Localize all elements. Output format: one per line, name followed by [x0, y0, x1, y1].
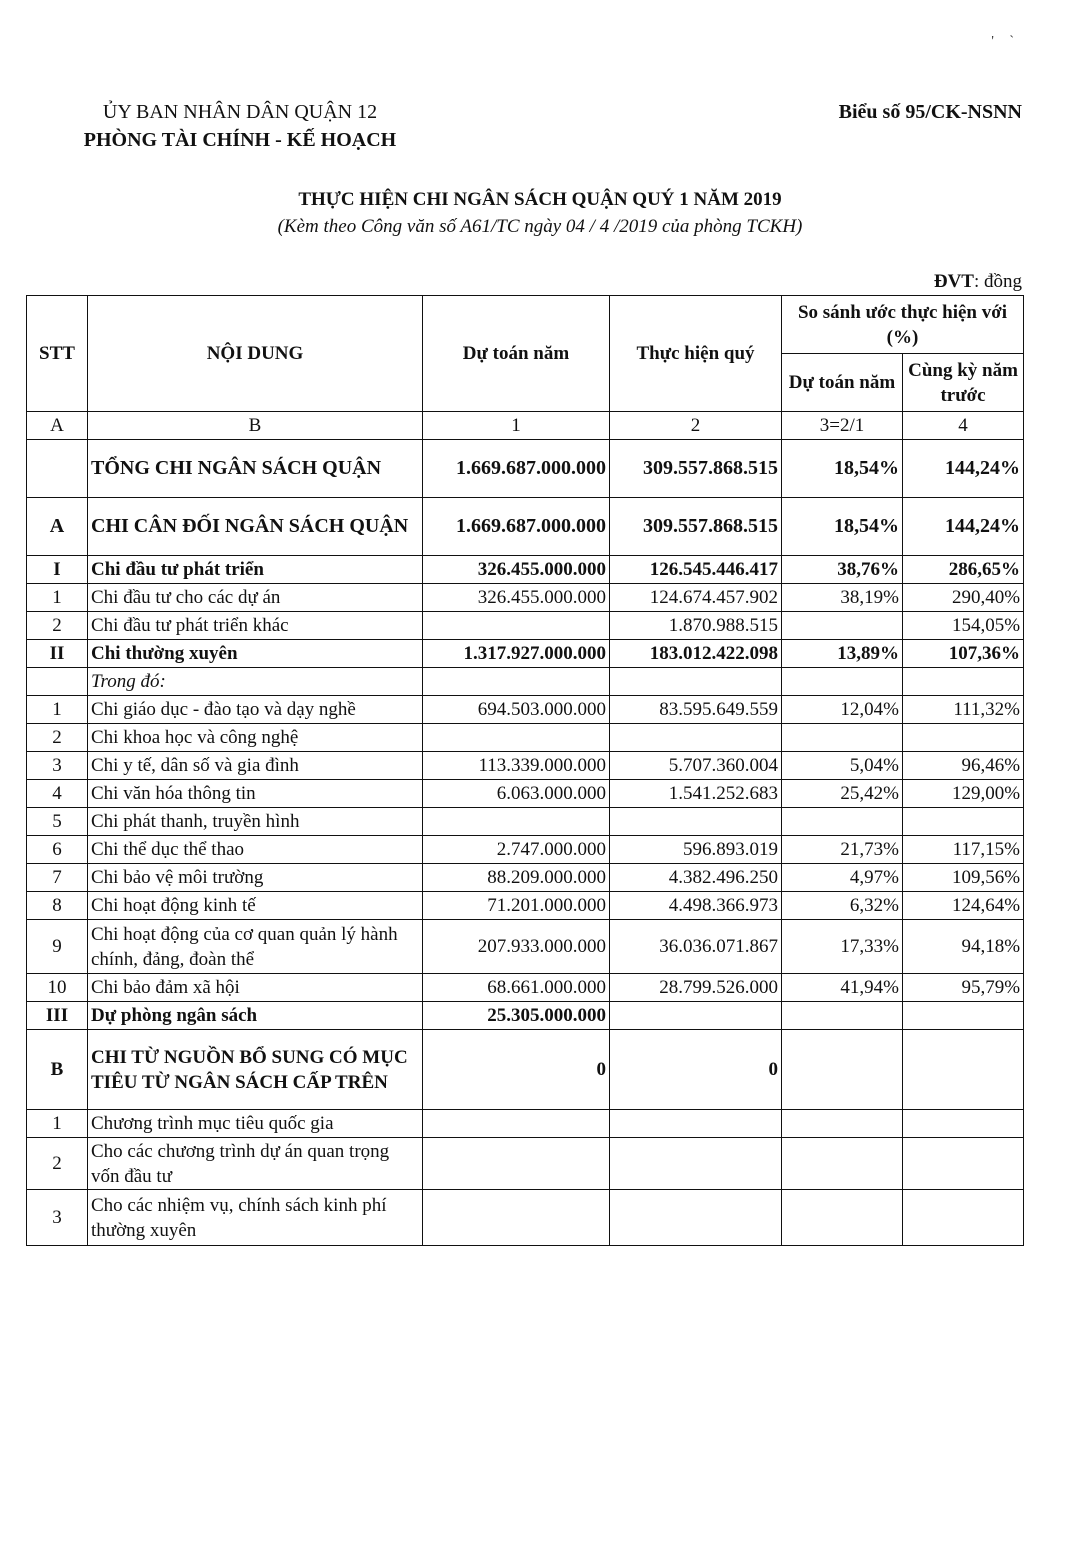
row-actual	[610, 1190, 782, 1246]
row-stt: I	[27, 556, 88, 584]
row-pct-prev: 144,24%	[903, 498, 1024, 556]
row-actual: 4.498.366.973	[610, 892, 782, 920]
row-stt: A	[27, 498, 88, 556]
row-pct-prev: 95,79%	[903, 974, 1024, 1002]
row-actual	[610, 1002, 782, 1030]
row-actual: 36.036.071.867	[610, 920, 782, 974]
row-stt: 1	[27, 696, 88, 724]
row-stt: 8	[27, 892, 88, 920]
row-content: Cho các chương trình dự án quan trọng vốn đầu tư	[88, 1138, 423, 1190]
row-actual: 4.382.496.250	[610, 864, 782, 892]
row-stt: 6	[27, 836, 88, 864]
title-block	[0, 186, 1080, 240]
table-row	[27, 836, 1024, 864]
row-pct-estimate: 5,04%	[782, 752, 903, 780]
row-pct-prev: 290,40%	[903, 584, 1024, 612]
row-pct-prev	[903, 1002, 1024, 1030]
row-pct-estimate	[782, 1030, 903, 1110]
row-pct-prev: 96,46%	[903, 752, 1024, 780]
table-row	[27, 808, 1024, 836]
code-cell: 3=2/1	[782, 412, 903, 440]
row-pct-estimate	[782, 724, 903, 752]
table-row	[27, 780, 1024, 808]
row-actual	[610, 1110, 782, 1138]
row-stt: 2	[27, 612, 88, 640]
row-pct-estimate: 41,94%	[782, 974, 903, 1002]
row-pct-prev	[903, 808, 1024, 836]
row-estimate: 88.209.000.000	[423, 864, 610, 892]
row-pct-estimate: 4,97%	[782, 864, 903, 892]
row-estimate: 71.201.000.000	[423, 892, 610, 920]
row-estimate	[423, 668, 610, 696]
col-estimate: Dự toán năm	[423, 296, 610, 412]
row-estimate: 207.933.000.000	[423, 920, 610, 974]
col-actual: Thực hiện quý	[610, 296, 782, 412]
table-row	[27, 498, 1024, 556]
row-stt: 7	[27, 864, 88, 892]
row-estimate: 326.455.000.000	[423, 584, 610, 612]
row-estimate: 113.339.000.000	[423, 752, 610, 780]
row-actual: 5.707.360.004	[610, 752, 782, 780]
row-estimate	[423, 1190, 610, 1246]
header-row	[27, 296, 1024, 354]
row-pct-prev	[903, 1190, 1024, 1246]
col-compare-prev: Cùng kỳ năm trước	[903, 354, 1024, 412]
col-stt: STT	[27, 296, 88, 412]
row-pct-estimate	[782, 1190, 903, 1246]
code-cell: 1	[423, 412, 610, 440]
row-pct-estimate	[782, 1110, 903, 1138]
row-actual	[610, 668, 782, 696]
row-stt	[27, 668, 88, 696]
row-content: Chi phát thanh, truyền hình	[88, 808, 423, 836]
row-pct-estimate: 38,19%	[782, 584, 903, 612]
row-pct-estimate: 12,04%	[782, 696, 903, 724]
table-row	[27, 1030, 1024, 1110]
row-estimate: 68.661.000.000	[423, 974, 610, 1002]
row-pct-prev: 144,24%	[903, 440, 1024, 498]
row-pct-prev	[903, 1030, 1024, 1110]
row-actual: 0	[610, 1030, 782, 1110]
row-content: Chi văn hóa thông tin	[88, 780, 423, 808]
code-cell: 2	[610, 412, 782, 440]
row-pct-estimate: 18,54%	[782, 440, 903, 498]
row-pct-estimate	[782, 1002, 903, 1030]
row-content: Trong đó:	[88, 668, 423, 696]
row-estimate: 694.503.000.000	[423, 696, 610, 724]
table-row	[27, 724, 1024, 752]
form-number: Biểu số 95/CK-NSNN	[838, 101, 1022, 123]
unit-label: ĐVT	[933, 271, 974, 292]
row-content: Chi bảo vệ môi trường	[88, 864, 423, 892]
agency-name: ỦY BAN NHÂN DÂN QUẬN 12	[102, 101, 378, 123]
document-subtitle: (Kèm theo Công văn số A61/TC ngày 04 / 4 /2019 của phòng TCKH)	[277, 216, 803, 237]
row-content: Chi y tế, dân số và gia đình	[88, 752, 423, 780]
row-content: Chương trình mục tiêu quốc gia	[88, 1110, 423, 1138]
table-row	[27, 612, 1024, 640]
row-stt: III	[27, 1002, 88, 1030]
row-pct-estimate	[782, 612, 903, 640]
row-stt: 9	[27, 920, 88, 974]
row-estimate	[423, 808, 610, 836]
row-actual	[610, 1138, 782, 1190]
row-estimate: 326.455.000.000	[423, 556, 610, 584]
row-content: Chi thể dục thể thao	[88, 836, 423, 864]
code-cell: A	[27, 412, 88, 440]
table-row	[27, 696, 1024, 724]
row-pct-estimate	[782, 1138, 903, 1190]
row-content: Chi giáo dục - đào tạo và dạy nghề	[88, 696, 423, 724]
row-stt: 2	[27, 724, 88, 752]
scan-specks: ' ˋ	[991, 34, 1020, 49]
row-estimate	[423, 612, 610, 640]
row-content: Chi khoa học và công nghệ	[88, 724, 423, 752]
row-content: Chi hoạt động của cơ quan quản lý hành chính, đảng, đoàn thể	[88, 920, 423, 974]
row-content: Chi đầu tư cho các dự án	[88, 584, 423, 612]
row-pct-estimate: 25,42%	[782, 780, 903, 808]
row-pct-estimate: 6,32%	[782, 892, 903, 920]
table-row	[27, 640, 1024, 668]
budget-table	[26, 295, 1024, 1246]
row-estimate: 1.317.927.000.000	[423, 640, 610, 668]
row-actual: 309.557.868.515	[610, 498, 782, 556]
row-pct-estimate	[782, 808, 903, 836]
row-estimate: 25.305.000.000	[423, 1002, 610, 1030]
row-content: Chi thường xuyên	[88, 640, 423, 668]
row-actual	[610, 808, 782, 836]
row-pct-prev	[903, 1110, 1024, 1138]
row-pct-prev: 111,32%	[903, 696, 1024, 724]
row-estimate	[423, 1110, 610, 1138]
row-actual: 596.893.019	[610, 836, 782, 864]
row-actual: 124.674.457.902	[610, 584, 782, 612]
row-stt: 1	[27, 584, 88, 612]
row-estimate: 6.063.000.000	[423, 780, 610, 808]
row-pct-prev	[903, 724, 1024, 752]
row-stt: 3	[27, 752, 88, 780]
row-stt: 10	[27, 974, 88, 1002]
row-pct-prev: 94,18%	[903, 920, 1024, 974]
table-body	[27, 440, 1024, 1246]
row-estimate: 1.669.687.000.000	[423, 440, 610, 498]
row-pct-estimate: 38,76%	[782, 556, 903, 584]
col-compare-estimate: Dự toán năm	[782, 354, 903, 412]
row-stt: 1	[27, 1110, 88, 1138]
code-row	[27, 412, 1024, 440]
row-estimate: 2.747.000.000	[423, 836, 610, 864]
row-pct-estimate: 18,54%	[782, 498, 903, 556]
row-stt: B	[27, 1030, 88, 1110]
row-pct-estimate: 13,89%	[782, 640, 903, 668]
code-cell: B	[88, 412, 423, 440]
row-content: Dự phòng ngân sách	[88, 1002, 423, 1030]
table-row	[27, 440, 1024, 498]
table-row	[27, 974, 1024, 1002]
table-row	[27, 1110, 1024, 1138]
row-pct-prev	[903, 668, 1024, 696]
row-stt: 4	[27, 780, 88, 808]
row-pct-prev: 107,36%	[903, 640, 1024, 668]
issuer-header	[40, 98, 440, 154]
row-content: Chi bảo đảm xã hội	[88, 974, 423, 1002]
row-pct-prev	[903, 1138, 1024, 1190]
row-content: CHI TỪ NGUỒN BỔ SUNG CÓ MỤC TIÊU TỪ NGÂN SÁCH CẤP TRÊN	[88, 1030, 423, 1110]
row-content: Chi đầu tư phát triển khác	[88, 612, 423, 640]
row-actual: 1.870.988.515	[610, 612, 782, 640]
row-content: Chi đầu tư phát triển	[88, 556, 423, 584]
row-actual: 309.557.868.515	[610, 440, 782, 498]
row-estimate	[423, 724, 610, 752]
row-pct-estimate: 17,33%	[782, 920, 903, 974]
row-pct-prev: 154,05%	[903, 612, 1024, 640]
table-row	[27, 556, 1024, 584]
row-stt: II	[27, 640, 88, 668]
row-pct-estimate: 21,73%	[782, 836, 903, 864]
table-row	[27, 752, 1024, 780]
row-content: TỔNG CHI NGÂN SÁCH QUẬN	[88, 440, 423, 498]
row-pct-prev: 124,64%	[903, 892, 1024, 920]
document-title: THỰC HIỆN CHI NGÂN SÁCH QUẬN QUÝ 1 NĂM 2019	[298, 189, 782, 210]
col-compare: So sánh ước thực hiện với (%)	[782, 296, 1024, 354]
table-row	[27, 1002, 1024, 1030]
row-estimate	[423, 1138, 610, 1190]
row-actual: 126.545.446.417	[610, 556, 782, 584]
row-pct-prev: 129,00%	[903, 780, 1024, 808]
row-estimate: 1.669.687.000.000	[423, 498, 610, 556]
row-pct-prev: 286,65%	[903, 556, 1024, 584]
table-row	[27, 1138, 1024, 1190]
row-content: Cho các nhiệm vụ, chính sách kinh phí thường xuyên	[88, 1190, 423, 1246]
table-row	[27, 584, 1024, 612]
row-stt: 2	[27, 1138, 88, 1190]
row-actual: 1.541.252.683	[610, 780, 782, 808]
row-stt	[27, 440, 88, 498]
row-content: Chi hoạt động kinh tế	[88, 892, 423, 920]
unit-value: : đồng	[973, 271, 1022, 292]
table-row	[27, 668, 1024, 696]
code-cell: 4	[903, 412, 1024, 440]
table-row	[27, 1190, 1024, 1246]
row-actual: 28.799.526.000	[610, 974, 782, 1002]
row-estimate: 0	[423, 1030, 610, 1110]
row-actual	[610, 724, 782, 752]
row-actual: 183.012.422.098	[610, 640, 782, 668]
row-actual: 83.595.649.559	[610, 696, 782, 724]
department-name: PHÒNG TÀI CHÍNH - KẾ HOẠCH	[83, 129, 397, 151]
row-pct-prev: 117,15%	[903, 836, 1024, 864]
row-pct-estimate	[782, 668, 903, 696]
row-pct-prev: 109,56%	[903, 864, 1024, 892]
row-content: CHI CÂN ĐỐI NGÂN SÁCH QUẬN	[88, 498, 423, 556]
row-stt: 5	[27, 808, 88, 836]
table-row	[27, 892, 1024, 920]
col-content: NỘI DUNG	[88, 296, 423, 412]
table-row	[27, 920, 1024, 974]
row-stt: 3	[27, 1190, 88, 1246]
table-row	[27, 864, 1024, 892]
unit-note	[934, 271, 1022, 293]
